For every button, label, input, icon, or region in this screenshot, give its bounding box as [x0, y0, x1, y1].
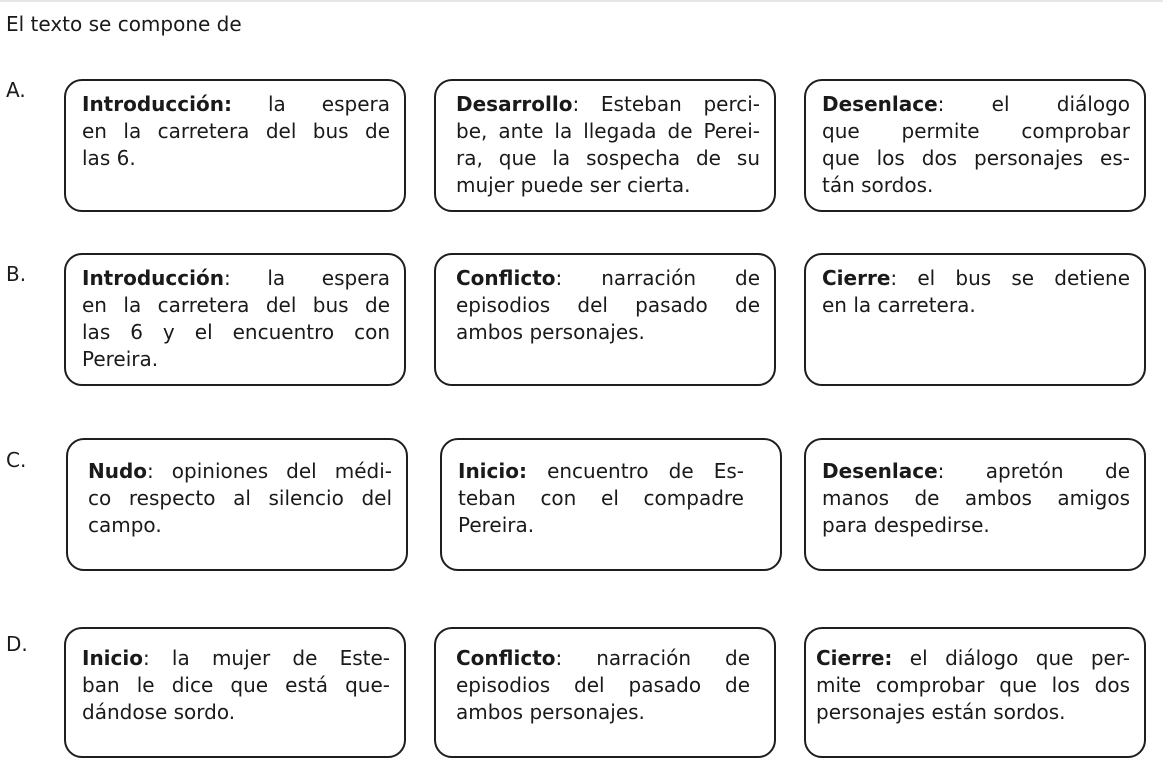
card-term: Introducción:: [82, 92, 232, 116]
option-a-card-1[interactable]: [64, 79, 406, 212]
card-text: Pereira.: [82, 347, 159, 371]
card-text: tán sordos.: [822, 173, 934, 197]
card-text: que permite comprobar: [822, 119, 1130, 143]
option-letter-d[interactable]: D.: [6, 632, 28, 656]
option-b-card-2[interactable]: [434, 253, 776, 386]
card-term: Conflicto: [456, 266, 556, 290]
question-stem: El texto se compone de: [6, 12, 242, 36]
card-text: : opiniones del médi-: [147, 459, 392, 483]
card-term: Desenlace: [822, 459, 938, 483]
card-text: mite comprobar que los dos: [816, 673, 1130, 697]
card-text: manos de ambos amigos: [822, 486, 1130, 510]
option-letter-c[interactable]: C.: [6, 448, 27, 472]
card-text: en la carretera del bus de: [82, 293, 390, 317]
card-term: Inicio:: [458, 459, 527, 483]
card-text: dándose sordo.: [82, 700, 236, 724]
card-text: : apretón de: [937, 459, 1130, 483]
option-c-card-1[interactable]: [66, 438, 408, 571]
card-text: en la carretera del bus de: [82, 119, 390, 143]
card-text: las 6 y el encuentro con: [82, 320, 390, 344]
card-text: : la mujer de Este-: [143, 646, 390, 670]
card-term: Cierre: [822, 266, 891, 290]
card-term: Desarrollo: [456, 92, 573, 116]
card-text: ambos personajes.: [456, 700, 645, 724]
option-b-card-3[interactable]: [804, 253, 1146, 386]
option-letter-b[interactable]: B.: [6, 262, 27, 286]
card-text: Pereira.: [458, 513, 535, 537]
card-text: para despedirse.: [822, 513, 990, 537]
card-term: Introducción: [82, 266, 224, 290]
card-text: : el diálogo: [937, 92, 1130, 116]
card-term: Nudo: [88, 459, 148, 483]
card-text: : Esteban perci-: [572, 92, 760, 116]
option-a-card-2[interactable]: [434, 79, 776, 212]
card-text: episodios del pasado de: [456, 293, 760, 317]
card-text: : narración de: [555, 646, 750, 670]
card-term: Cierre:: [816, 646, 893, 670]
card-text: ban le dice que está que-: [82, 673, 390, 697]
card-text: que los dos personajes es-: [822, 146, 1130, 170]
option-b-card-1[interactable]: [64, 253, 406, 386]
card-text: encuentro de Es-: [526, 459, 744, 483]
card-text: campo.: [88, 513, 162, 537]
card-text: be, ante la llegada de Perei-: [456, 119, 760, 143]
card-term: Desenlace: [822, 92, 938, 116]
option-c-card-2[interactable]: [440, 438, 782, 571]
top-divider: [0, 0, 1163, 2]
card-text: episodios del pasado de: [456, 673, 750, 697]
card-term: Conflicto: [456, 646, 556, 670]
card-text: en la carretera.: [822, 293, 976, 317]
card-text: co respecto al silencio del: [88, 486, 392, 510]
card-text: ambos personajes.: [456, 320, 645, 344]
option-letter-a[interactable]: A.: [6, 78, 26, 102]
card-text: teban con el compadre: [458, 486, 744, 510]
card-text: : narración de: [555, 266, 760, 290]
card-term: Inicio: [82, 646, 143, 670]
option-d-card-1[interactable]: [64, 627, 406, 758]
card-text: ra, que la sospecha de su: [456, 146, 760, 170]
card-text: : la espera: [223, 266, 390, 290]
option-c-card-3[interactable]: [804, 438, 1146, 571]
card-text: la espera: [231, 92, 390, 116]
card-text: mujer puede ser cierta.: [456, 173, 691, 197]
option-d-card-3[interactable]: [804, 627, 1146, 758]
card-text: personajes están sordos.: [816, 700, 1066, 724]
option-d-card-2[interactable]: [434, 627, 776, 758]
option-a-card-3[interactable]: [804, 79, 1146, 212]
card-text: el diálogo que per-: [892, 646, 1130, 670]
card-text: las 6.: [82, 146, 136, 170]
card-text: : el bus se detiene: [890, 266, 1130, 290]
